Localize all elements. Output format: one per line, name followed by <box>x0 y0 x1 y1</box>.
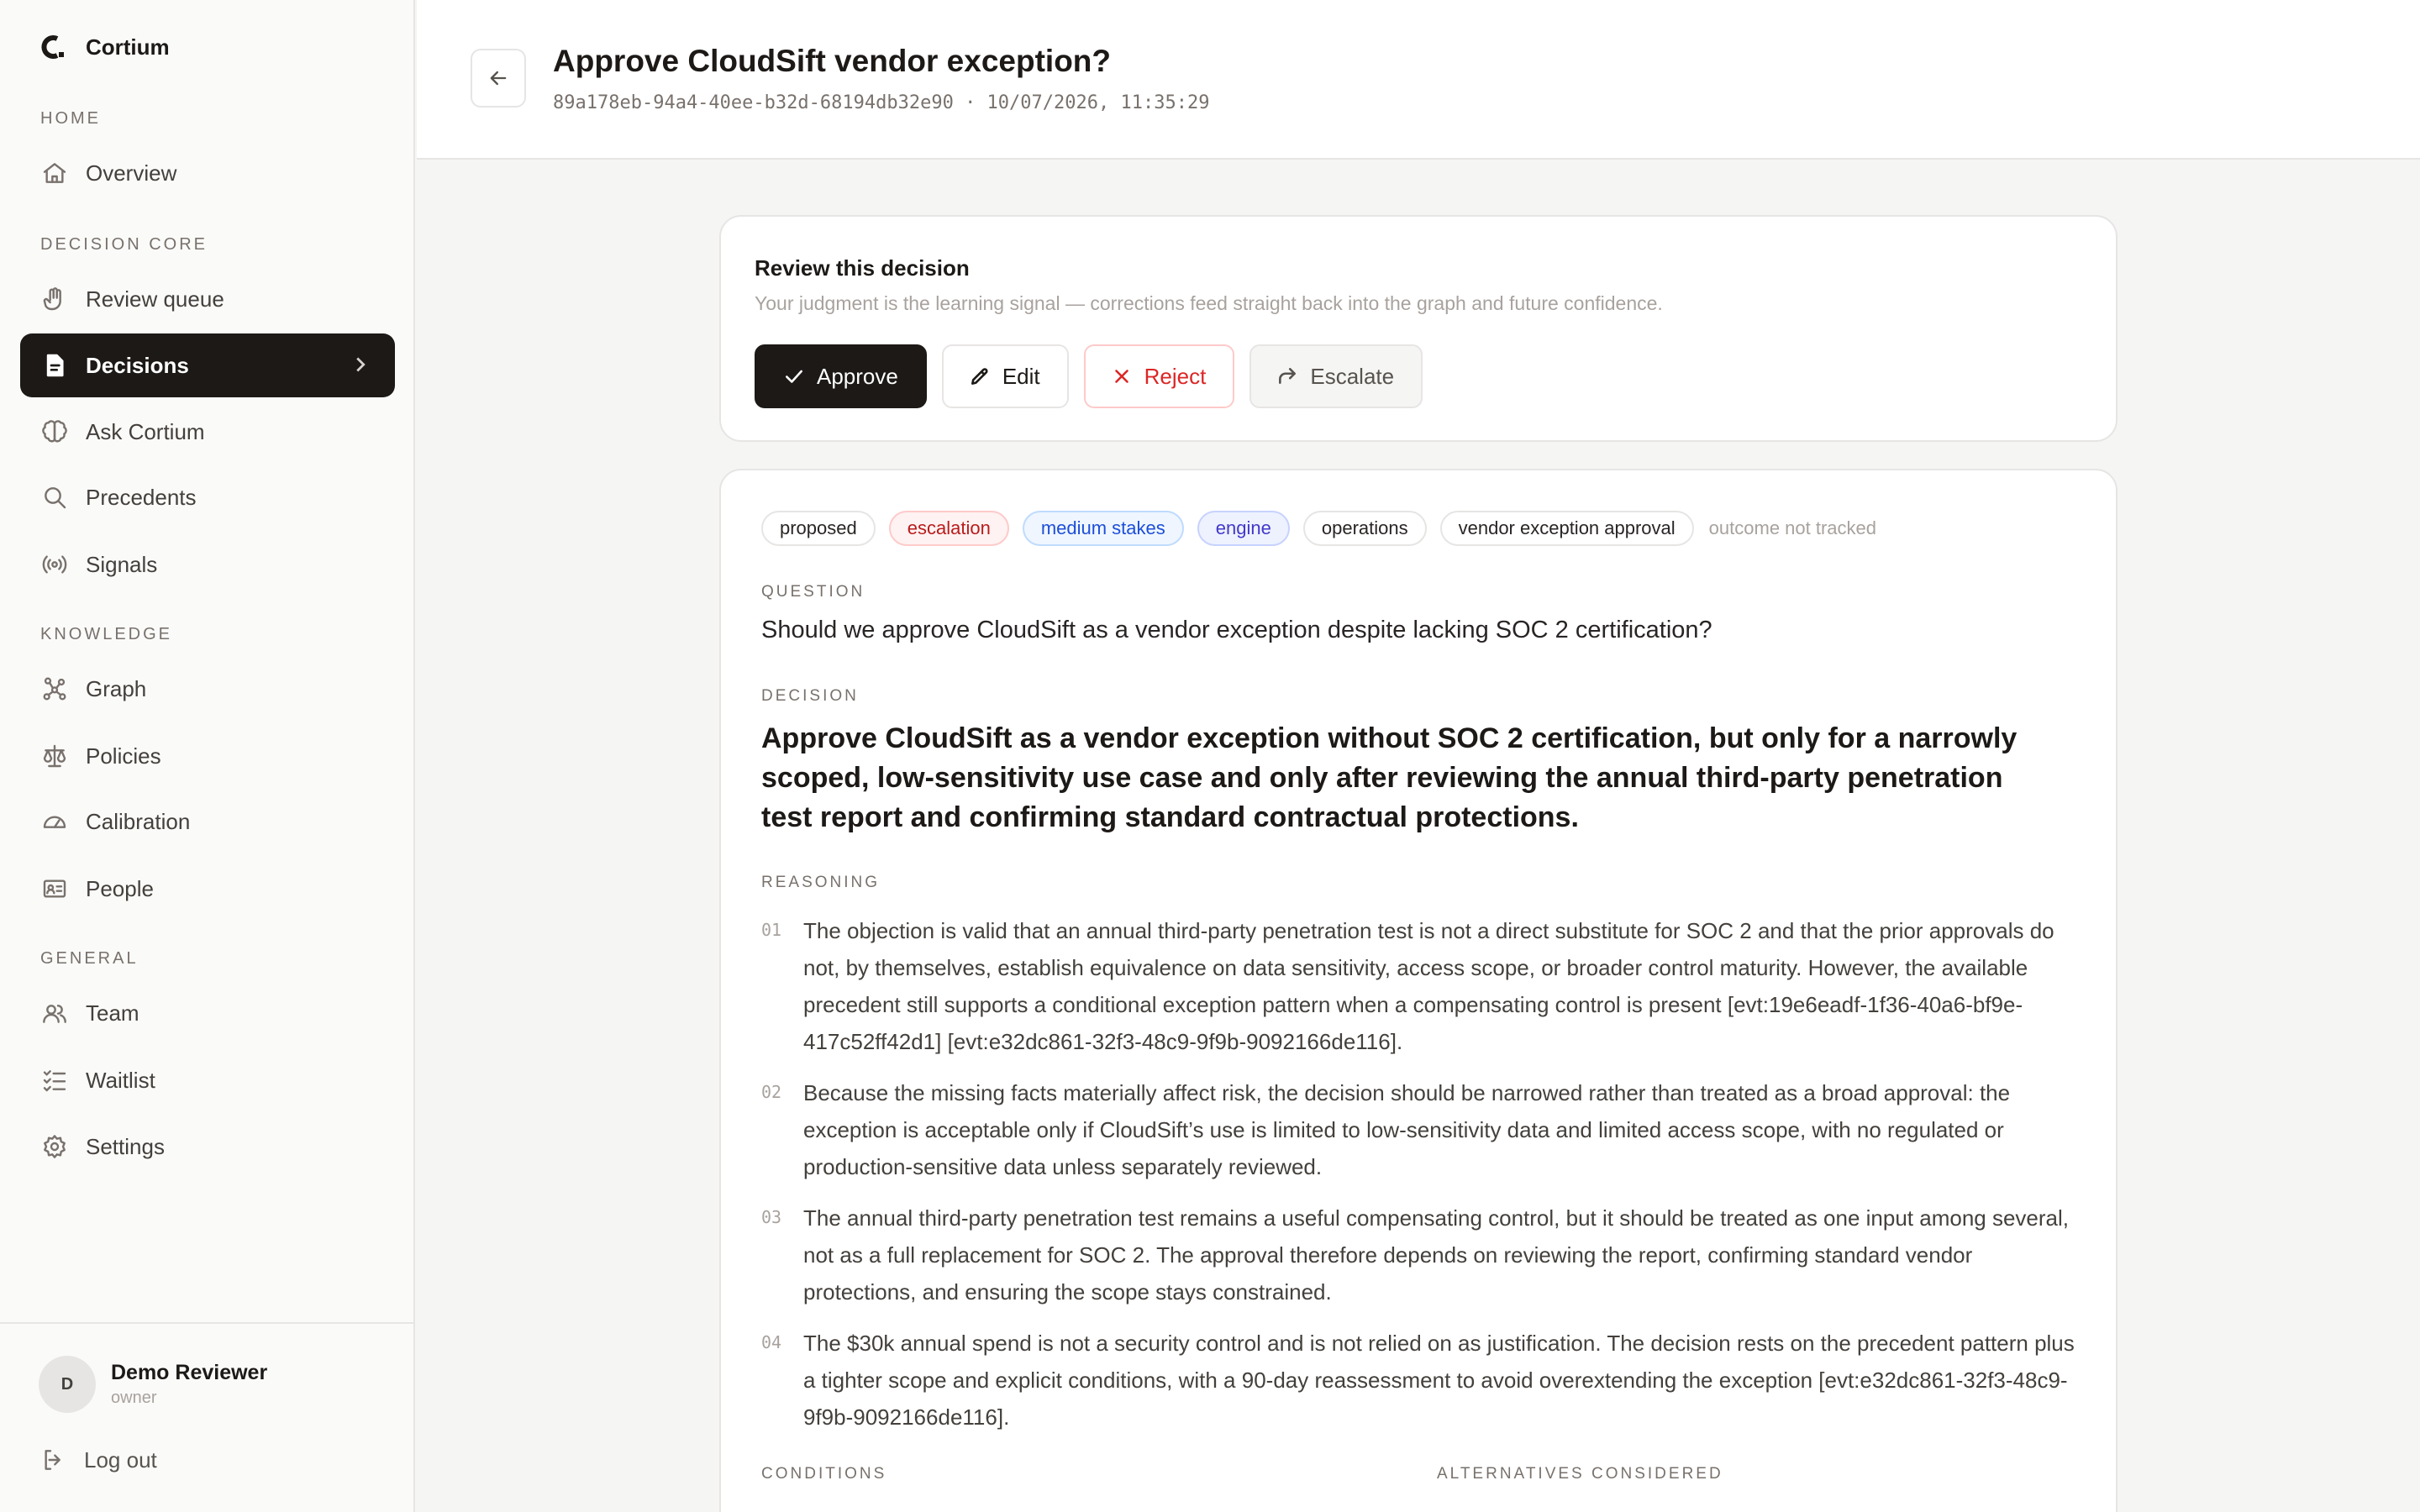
reasoning-number: 03 <box>761 1207 782 1227</box>
status-badge: proposed <box>761 511 876 546</box>
cortium-logo-icon <box>40 34 66 60</box>
graph-icon <box>40 675 69 703</box>
review-title: Review this decision <box>755 255 970 281</box>
hand-icon <box>40 285 69 313</box>
escalation-badge: escalation <box>889 511 1009 546</box>
sidebar-item-label: Precedents <box>86 484 197 510</box>
reasoning-label: REASONING <box>761 874 881 891</box>
question-label: QUESTION <box>761 583 865 601</box>
conditions-label: CONDITIONS <box>761 1465 887 1483</box>
close-icon <box>1111 365 1133 387</box>
decision-detail-card <box>719 469 2118 1512</box>
escalate-label: Escalate <box>1310 363 1395 389</box>
reject-button[interactable] <box>1084 344 1235 408</box>
page-header <box>417 0 2420 160</box>
sidebar-item-label: Policies <box>86 743 161 769</box>
sidebar-item-graph[interactable] <box>20 657 395 721</box>
sidebar-item-precedents[interactable] <box>20 465 395 529</box>
sidebar-item-label: Ask Cortium <box>86 418 205 444</box>
review-card <box>719 215 2118 442</box>
broadcast-icon <box>40 550 69 579</box>
sidebar-item-label: Settings <box>86 1133 165 1159</box>
avatar: D <box>39 1356 96 1413</box>
section-label-home: HOME <box>40 109 101 128</box>
logout-label: Log out <box>84 1446 157 1473</box>
sidebar-item-label: Overview <box>86 160 177 186</box>
back-button[interactable] <box>471 49 526 108</box>
reasoning-text: The $30k annual spend is not a security control and is not relied on as justification. The decision rests on the precedent pattern plus a tighter scope and explicit conditions, with a 90-day reassessment to avoid overextending the exception [evt:e32dc861-32f3-48c9-9f9b-9092166de116]. <box>803 1331 2075 1430</box>
user-name: Demo Reviewer <box>111 1361 268 1384</box>
gauge-icon <box>40 807 69 836</box>
review-subtitle: Your judgment is the learning signal — corrections feed straight back into the graph and future confidence. <box>755 292 1663 314</box>
approve-button[interactable] <box>755 344 927 408</box>
section-label-decision-core: DECISION CORE <box>40 235 208 254</box>
document-icon <box>40 351 69 380</box>
reasoning-text: The objection is valid that an annual third-party penetration test is not a direct substitute for SOC 2 and that the prior approvals do not, by themselves, establish equivalence on data sensitivity, access scope, or broader control maturity. However, the available precedent still supports a conditional exception pattern when a compensating control is present [evt:19e6eadf-1f36-40a6-bf9e-417c52ff42d1] [evt:e32dc861-32f3-48c9-9f9b-9092166de116]. <box>803 918 2054 1054</box>
checklist-icon <box>40 1066 69 1095</box>
reasoning-item <box>761 1325 2081 1436</box>
edit-label: Edit <box>1002 363 1040 389</box>
reasoning-number: 02 <box>761 1082 782 1102</box>
alternatives-label: ALTERNATIVES CONSIDERED <box>1437 1465 1723 1483</box>
sidebar-item-people[interactable] <box>20 857 395 921</box>
logout-button[interactable] <box>40 1446 157 1473</box>
sidebar-item-label: Graph <box>86 675 147 701</box>
sidebar-item-overview[interactable] <box>20 141 395 205</box>
reasoning-item <box>761 1200 2081 1310</box>
gear-icon <box>40 1132 69 1161</box>
app-name: Cortium <box>86 34 170 60</box>
sidebar-item-label: Review queue <box>86 286 224 312</box>
user-profile[interactable] <box>39 1356 267 1413</box>
reject-label: Reject <box>1144 363 1207 389</box>
sidebar-item-label: Signals <box>86 551 158 577</box>
stakes-badge: medium stakes <box>1023 511 1184 546</box>
sidebar-item-decisions[interactable] <box>20 333 395 397</box>
decision-label: DECISION <box>761 687 859 705</box>
sidebar-item-team[interactable] <box>20 981 395 1045</box>
reasoning-item <box>761 1074 2081 1185</box>
logout-icon <box>40 1446 67 1473</box>
reasoning-text: The annual third-party penetration test remains a useful compensating control, but it should be treated as one input among several, not as a full replacement for SOC 2. The approval therefore depends on reviewing the report, confirming standard vendor protections, and ensuring the scope stays constrained. <box>803 1205 2070 1305</box>
sidebar-item-signals[interactable] <box>20 533 395 596</box>
chevron-right-icon <box>348 352 373 377</box>
id-card-icon <box>40 874 69 903</box>
outcome-note: outcome not tracked <box>1708 517 1877 538</box>
reasoning-text: Because the missing facts materially affect risk, the decision should be narrowed rather than treated as a broad approval: the exception is acceptable only if CloudSift’s use is limited to low-sensitivity data and limited access scope, with no regulated or production-sensitive data unless separately reviewed. <box>803 1080 2011 1179</box>
sidebar-item-review-queue[interactable] <box>20 267 395 331</box>
reasoning-number: 01 <box>761 920 782 940</box>
pencil-icon <box>969 365 991 387</box>
sidebar-item-label: Waitlist <box>86 1067 155 1093</box>
home-icon <box>40 159 69 187</box>
scale-icon <box>40 742 69 770</box>
brand[interactable] <box>40 34 170 60</box>
type-badge: vendor exception approval <box>1440 511 1694 546</box>
tag-row <box>761 511 1876 546</box>
users-icon <box>40 999 69 1027</box>
decision-meta: 89a178eb-94a4-40ee-b32d-68194db32e90 · 10/07/2026, 11:35:29 <box>553 92 1210 113</box>
arrow-left-icon <box>487 66 510 90</box>
check-icon <box>783 365 805 387</box>
sidebar-item-label: Decisions <box>86 352 189 378</box>
sidebar-divider <box>0 1322 415 1324</box>
forward-arrow-icon <box>1276 365 1298 387</box>
review-actions <box>755 344 1423 408</box>
reasoning-item <box>761 912 2081 1060</box>
brain-icon <box>40 417 69 446</box>
page-title: Approve CloudSift vendor exception? <box>553 44 1111 78</box>
sidebar-item-label: Team <box>86 1000 139 1026</box>
sidebar-item-waitlist[interactable] <box>20 1048 395 1112</box>
sidebar-item-ask-cortium[interactable] <box>20 400 395 464</box>
search-icon <box>40 483 69 512</box>
approve-label: Approve <box>817 363 898 389</box>
domain-badge: operations <box>1303 511 1427 546</box>
sidebar <box>0 0 415 1512</box>
reasoning-number: 04 <box>761 1332 782 1352</box>
sidebar-item-calibration[interactable] <box>20 790 395 853</box>
section-label-general: GENERAL <box>40 949 139 968</box>
escalate-button[interactable] <box>1249 344 1423 408</box>
sidebar-item-policies[interactable] <box>20 724 395 788</box>
reasoning-list <box>761 912 2081 1450</box>
edit-button[interactable] <box>942 344 1069 408</box>
section-label-knowledge: KNOWLEDGE <box>40 625 173 643</box>
sidebar-item-label: People <box>86 875 154 901</box>
sidebar-item-settings[interactable] <box>20 1115 395 1179</box>
sidebar-item-label: Calibration <box>86 808 191 834</box>
source-badge: engine <box>1197 511 1290 546</box>
decision-text: Approve CloudSift as a vendor exception without SOC 2 certification, but only for a narrowly scoped, low-sensitivity use case and only after reviewing the annual third-party penetration test report and confirming standard contractual protections. <box>761 722 2018 833</box>
question-text: Should we approve CloudSift as a vendor exception despite lacking SOC 2 certification? <box>761 617 1712 643</box>
user-role: owner <box>111 1389 157 1407</box>
